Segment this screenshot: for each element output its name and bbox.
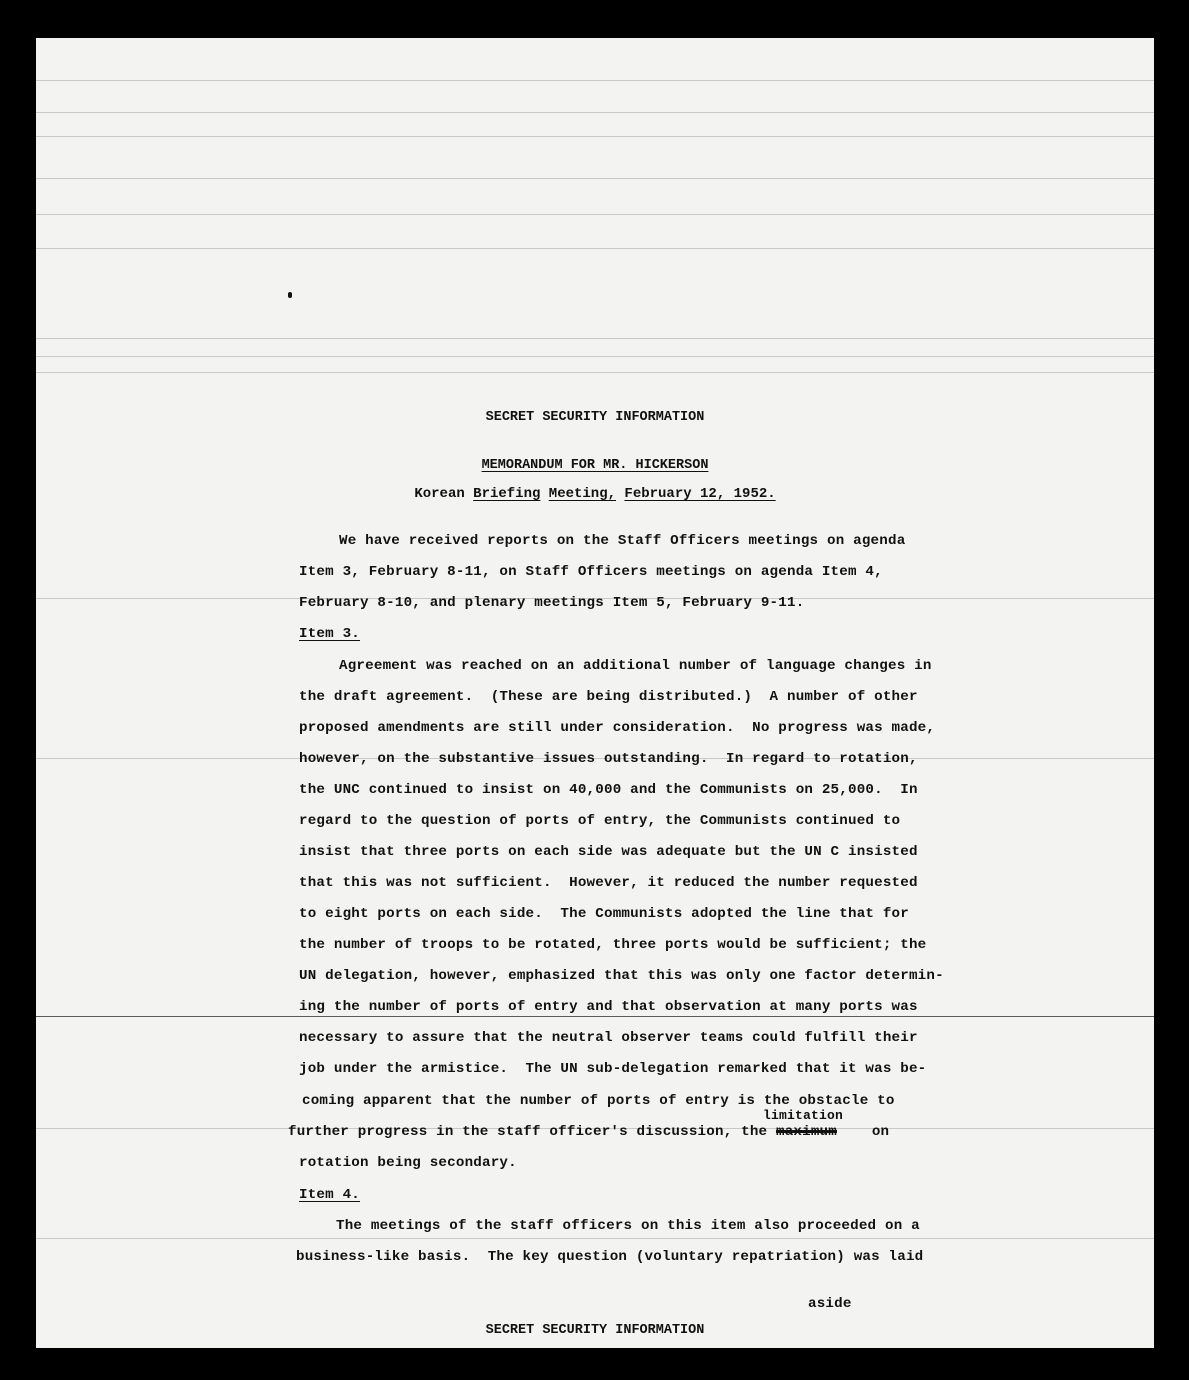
paragraph-line: rotation being secondary. [299,1155,517,1171]
paragraph-line: February 8-10, and plenary meetings Item 5, February 9-11. [299,595,805,611]
section-heading-item-3: Item 3. [299,626,360,642]
handwritten-insertion: limitation [763,1108,844,1123]
film-scratch [36,178,1154,179]
paragraph-line: regard to the question of ports of entry, the Communists continued to [299,813,901,829]
paragraph-line: that this was not sufficient. However, it reduced the number requested [299,875,918,891]
paragraph-line: however, on the substantive issues outstanding. In regard to rotation, [299,751,918,767]
subtitle-date: February 12, 1952. [624,486,776,502]
paragraph-line: the UNC continued to insist on 40,000 and the Communists on 25,000. In [299,782,918,798]
film-scratch [36,356,1154,357]
struck-word: maximum [775,1124,837,1140]
subtitle-word: Briefing [473,486,541,502]
line-text: on [871,1124,890,1140]
film-scratch [36,80,1154,81]
paragraph-line: insist that three ports on each side was adequate but the UN C insisted [299,844,918,860]
paragraph-line: The meetings of the staff officers on this item also proceeded on a [336,1218,920,1234]
security-header: SECRET SECURITY INFORMATION [485,410,705,425]
paragraph-line: ing the number of ports of entry and that observation at many ports was [299,999,918,1015]
section-heading-item-4: Item 4. [299,1187,360,1203]
paragraph-line: necessary to assure that the neutral observer teams could fulfill their [299,1030,918,1046]
paragraph-line: to eight ports on each side. The Communists adopted the line that for [299,906,909,922]
film-scratch [36,136,1154,137]
memo-subtitle [36,486,1154,502]
line-text: further progress in the staff officer's discussion, the [288,1124,768,1140]
film-speck [288,292,292,298]
subtitle-word: Korean [414,486,465,502]
paragraph-line [288,1124,889,1140]
memo-title: MEMORANDUM FOR MR. HICKERSON [481,458,709,473]
film-scratch [36,1016,1154,1017]
catchword: aside [808,1296,852,1312]
film-scratch [36,248,1154,249]
paragraph-line: We have received reports on the Staff Officers meetings on agenda [339,533,906,549]
film-scratch [36,338,1154,339]
paragraph-line: UN delegation, however, emphasized that this was only one factor determin- [299,968,944,984]
film-scratch [36,1238,1154,1239]
paragraph-line: job under the armistice. The UN sub-delegation remarked that it was be- [299,1061,927,1077]
paragraph-line: Item 3, February 8-11, on Staff Officers meetings on agenda Item 4, [299,564,883,580]
film-scratch [36,214,1154,215]
film-scratch [36,112,1154,113]
film-scratch [36,372,1154,373]
subtitle-word: Meeting, [548,486,617,502]
paragraph-line: business-like basis. The key question (voluntary repatriation) was laid [296,1249,924,1265]
paragraph-line: Agreement was reached on an additional number of language changes in [339,658,932,674]
document-page [36,38,1154,1348]
paragraph-line: coming apparent that the number of ports of entry is the obstacle to [302,1093,895,1109]
paragraph-line: proposed amendments are still under consideration. No progress was made, [299,720,936,736]
paragraph-line: the number of troops to be rotated, three ports would be sufficient; the [299,937,927,953]
security-footer: SECRET SECURITY INFORMATION [485,1323,705,1338]
paragraph-line: the draft agreement. (These are being distributed.) A number of other [299,689,918,705]
